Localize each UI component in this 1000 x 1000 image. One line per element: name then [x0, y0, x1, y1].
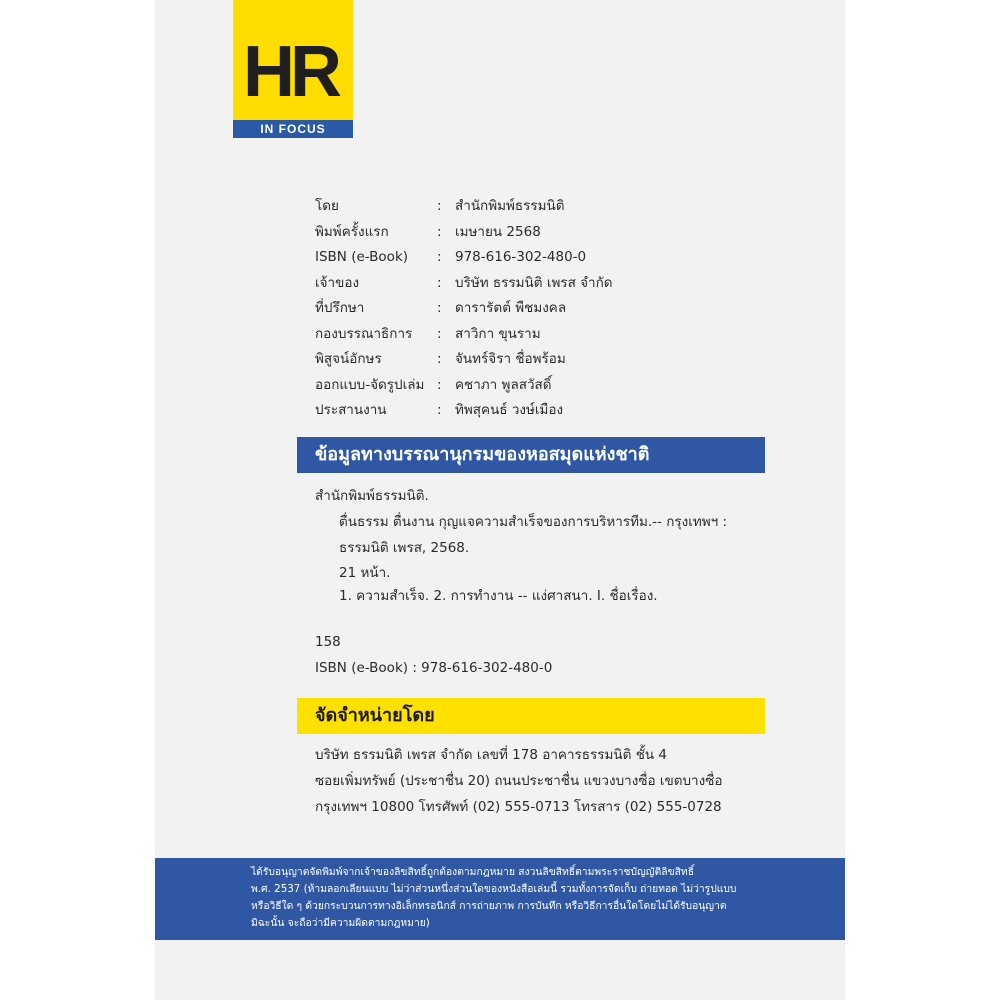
info-colon: :	[437, 249, 442, 265]
info-row-advisor	[315, 296, 775, 322]
catalog-author: สำนักพิมพ์ธรรมนิติ.	[315, 488, 429, 504]
info-colon: :	[437, 274, 442, 291]
copyright-footer	[155, 858, 845, 940]
copyright-line-3: หรือวิธีใด ๆ ด้วยกระบวนการทางอิเล็กทรอนิกส์ การถ่ายภาพ การบันทึก หรือวิธีการอื่นใดโดยไม่ได้รับอนุญาต	[251, 900, 727, 912]
info-colon: :	[437, 300, 442, 316]
info-label: ประสานงาน	[315, 402, 387, 418]
info-colon: :	[437, 402, 442, 418]
info-colon: :	[437, 351, 442, 367]
info-value: 978-616-302-480-0	[455, 249, 587, 265]
info-row-proofreader	[315, 347, 775, 373]
info-colon: :	[437, 325, 442, 342]
info-row-design	[315, 373, 775, 399]
info-value: เมษายน 2568	[455, 223, 541, 240]
info-value: จันทร์จิรา ชื่อพร้อม	[455, 351, 566, 367]
catalog-classification: 158	[315, 634, 341, 650]
info-colon: :	[437, 198, 442, 214]
info-value: ดารารัตต์ พืชมงคล	[455, 300, 567, 316]
info-value: สาวิกา ขุนราม	[455, 325, 541, 342]
info-label: กองบรรณาธิการ	[315, 325, 413, 342]
distribution-header: จัดจำหน่ายโดย	[297, 698, 765, 734]
info-row-isbn	[315, 245, 775, 271]
distribution-line-3: กรุงเทพฯ 10800 โทรศัพท์ (02) 555-0713 โทรสาร (02) 555-0728	[315, 799, 722, 815]
info-value: สำนักพิมพ์ธรรมนิติ	[455, 198, 565, 214]
info-label: เจ้าของ	[315, 274, 360, 291]
info-label: ที่ปรึกษา	[315, 300, 365, 316]
book-page	[155, 0, 845, 1000]
catalog-subjects: 1. ความสำเร็จ. 2. การทำงาน -- แง่ศาสนา. I. ชื่อเรื่อง.	[339, 588, 658, 604]
copyright-line-2: พ.ศ. 2537 (ห้ามลอกเลียนแบบ ไม่ว่าส่วนหนึ่งส่วนใดของหนังสือเล่มนี้ รวมทั้งการจัดเก็บ ถ่ายทอด ไม่ว่ารูปแบบ	[251, 883, 737, 895]
info-value: ทิพสุคนธ์ วงษ์เมือง	[455, 402, 564, 418]
logo-in-focus-text: IN FOCUS	[260, 122, 326, 136]
info-colon: :	[437, 376, 442, 393]
copyright-notice	[251, 864, 811, 932]
catalog-header: ข้อมูลทางบรรณานุกรมของหอสมุดแห่งชาติ	[297, 437, 765, 473]
info-label: ISBN (e-Book)	[315, 249, 409, 265]
catalog-pages: 21 หน้า.	[339, 565, 391, 581]
info-label: พิสูจน์อักษร	[315, 351, 382, 367]
hr-in-focus-logo	[233, 0, 353, 138]
catalog-title-line-1: ตื่นธรรม ตื่นงาน กุญแจความสำเร็จของการบริหารทีม.-- กรุงเทพฯ :	[339, 514, 728, 530]
info-row-editorial	[315, 322, 775, 348]
info-row-first-print	[315, 220, 775, 246]
copyright-line-4: มิฉะนั้น จะถือว่ามีความผิดตามกฎหมาย)	[251, 917, 430, 929]
info-label: ออกแบบ-จัดรูปเล่ม	[315, 376, 425, 393]
info-row-coordinator	[315, 398, 775, 424]
info-value: คชาภา พูลสวัสดิ์	[455, 376, 552, 393]
info-value: บริษัท ธรรมนิติ เพรส จำกัด	[455, 274, 613, 291]
distribution-line-2: ซอยเพิ่มทรัพย์ (ประชาชื่น 20) ถนนประชาชื่น แขวงบางซื่อ เขตบางซื่อ	[315, 773, 723, 789]
info-label: พิมพ์ครั้งแรก	[315, 223, 389, 240]
catalog-isbn: ISBN (e-Book) : 978-616-302-480-0	[315, 660, 553, 676]
info-row-publisher	[315, 194, 775, 220]
distribution-line-1: บริษัท ธรรมนิติ เพรส จำกัด เลขที่ 178 อาคารธรรมนิติ ชั้น 4	[315, 747, 667, 763]
logo-hr-text: HR	[243, 32, 337, 112]
info-label: โดย	[315, 198, 339, 214]
catalog-title-line-2: ธรรมนิติ เพรส, 2568.	[339, 540, 470, 556]
publication-info	[315, 194, 775, 424]
copyright-line-1: ได้รับอนุญาตจัดพิมพ์จากเจ้าของลิขสิทธิ์ถูกต้องตามกฎหมาย สงวนลิขสิทธิ์ตามพระราชบัญญัติลิขสิทธิ์	[251, 866, 694, 878]
info-colon: :	[437, 223, 442, 240]
info-row-owner	[315, 271, 775, 297]
